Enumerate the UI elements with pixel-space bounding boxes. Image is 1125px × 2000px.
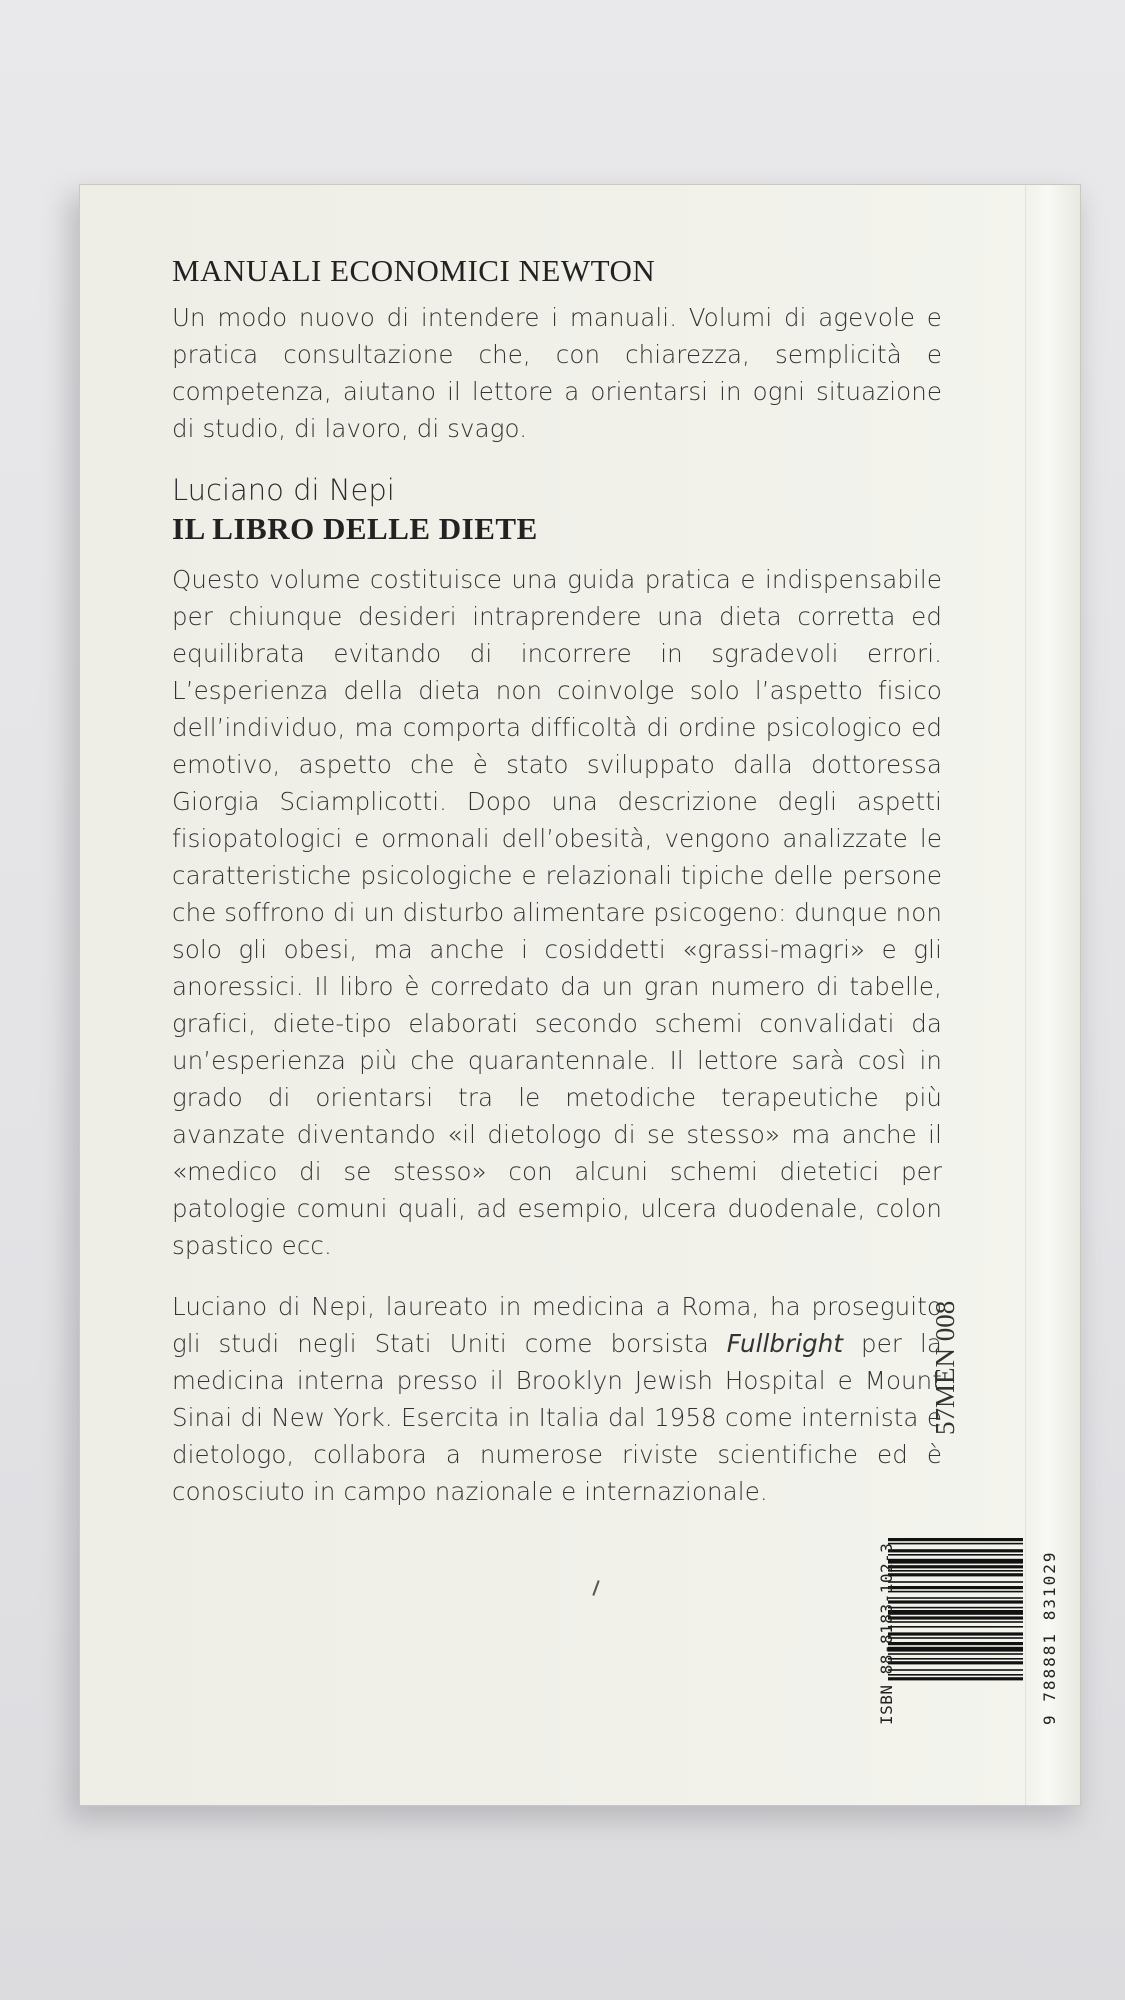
- barcode-bar: [888, 1573, 1023, 1576]
- barcode-bar: [888, 1565, 1023, 1568]
- series-title: MANUALI ECONOMICI NEWTON: [172, 253, 656, 288]
- book-description: Questo volume costituisce una guida pratica e indispensabile per chiunque desideri intraprendere una dieta corretta ed equilibrata evitando di incorrere in sgradevoli errori. L’esperienza della dieta non coinvolge solo l’aspetto fisico dell’individuo, ma comporta difficoltà di ordine psicologico ed emotivo, aspetto che è stato sviluppato dalla dottoressa Giorgia Sciamplicotti. Dopo una descrizione degli aspetti fisiopatologici e ormonali dell’obesità, vengono analizzate le caratteristiche psicologiche e relazionali tipiche delle persone che soffrono di un disturbo alimentare psicogeno: dunque non solo gli obesi, ma anche i cosiddetti «grassi-magri» e gli anoressici. Il libro è corredato da un gran numero di tabelle, grafici, diete-tipo elaborati secondo schemi convalidati da un’esperienza più che quarantennale. Il lettore sarà così in grado di orientarsi tra le metodiche terapeutiche più avanzate diventando «il dietologo di se stesso» ma anche il «medico di se stesso» con alcuni schemi dietetici per patologie comuni quali, ad esempio, ulcera duodenale, colon spastico ecc.: [172, 565, 942, 1260]
- barcode-bar: [888, 1637, 1023, 1639]
- barcode-bar: [888, 1586, 1023, 1589]
- cover-text: [172, 253, 942, 1534]
- book-title: IL LIBRO DELLE DIETE: [172, 511, 538, 546]
- barcode-bar: [888, 1621, 1023, 1623]
- barcode-bar: [888, 1626, 1023, 1628]
- barcode-bar: [888, 1549, 1023, 1552]
- barcode-bar: [888, 1554, 1023, 1556]
- barcode-bar: [888, 1669, 1023, 1671]
- barcode-bar: [888, 1674, 1023, 1676]
- barcode-bar: [888, 1661, 1023, 1664]
- barcode-bar: [888, 1559, 1023, 1564]
- barcode-bar: [888, 1632, 1023, 1635]
- author-name: Luciano di Nepi: [172, 473, 395, 507]
- author-bio: [172, 1288, 942, 1510]
- pen-mark: [592, 1580, 599, 1596]
- barcode-bar: [888, 1543, 1023, 1545]
- catalog-code: 57MEN 008: [930, 1300, 960, 1435]
- barcode-bar: [888, 1658, 1023, 1660]
- barcode-bar: [888, 1600, 1023, 1603]
- barcode-bar: [888, 1591, 1023, 1593]
- bio-text-end: per la medicina interna presso il Brooklyn Jewish Hospital e Mount Sinai di New York. Esercita in Italia dal 1958 come internista e dietologo, collabora a numerose riviste scientifiche ed è conosciuto in campo nazionale e internazionale.: [172, 1329, 942, 1506]
- barcode-bar: [888, 1647, 1023, 1652]
- barcode-bar: [888, 1581, 1023, 1583]
- barcode-bar: [888, 1653, 1023, 1655]
- barcode-bar: [888, 1642, 1023, 1645]
- barcode-digits: 9 788881 831029: [1040, 1550, 1059, 1725]
- bio-italic-term: Fullbright: [726, 1329, 844, 1358]
- barcode-bar: [888, 1570, 1023, 1572]
- isbn-label: ISBN 88-8183-102-3: [877, 1542, 896, 1725]
- barcode-bar: [888, 1610, 1023, 1615]
- barcode-bar: [888, 1616, 1023, 1619]
- barcode-bar: [888, 1597, 1023, 1599]
- barcode-bar: [888, 1677, 1023, 1680]
- bio-text-start: Luciano di Nepi, laureato in medicina a Roma, ha proseguito gli studi negli Stati Uniti come borsista: [172, 1292, 942, 1358]
- series-description: Un modo nuovo di intendere i manuali. Volumi di agevole e pratica consultazione che, con chiarezza, semplicità e competenza, aiutano il lettore a orientarsi in ogni situazione di studio, di lavoro, di svago.: [172, 303, 942, 443]
- barcode-bar: [888, 1607, 1023, 1609]
- book-back-cover: [80, 185, 1080, 1805]
- barcode-bar: [888, 1538, 1023, 1541]
